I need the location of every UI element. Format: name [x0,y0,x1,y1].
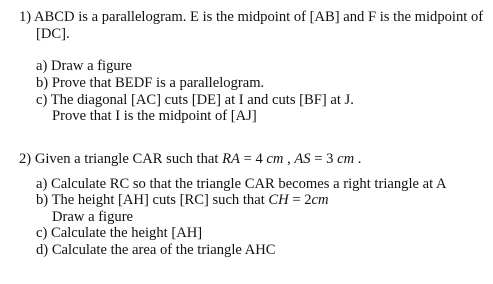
statement-suffix: . [354,151,362,167]
part-label: a) [36,58,48,74]
part-label: c) [36,92,48,108]
problem-2-statement-prefix: Given a triangle CAR such that [34,151,223,167]
part-text: The height [AH] cuts [RC] such that [51,192,269,208]
part-text: Calculate the area of the triangle AHC [51,242,276,258]
ra-variable: RA [222,151,240,167]
ch-variable: CH [268,192,289,208]
part-text: The diagonal [AC] cuts [DE] at I and cuts [BF] at J. [50,92,354,108]
problem-2-part-b-continuation: Draw a figure [52,209,134,225]
problem-1-part-c [36,92,354,109]
problem-2-part-b [36,192,329,209]
as-equals: = 3 [310,151,338,167]
problem-2-part-c [36,225,202,242]
problem-1-part-c-continuation: Prove that I is the midpoint of [AJ] [52,108,257,124]
part-text: Calculate RC so that the triangle CAR becomes a right triangle at A [51,176,447,192]
as-unit: cm [337,151,355,167]
part-label: b) [36,75,49,91]
ch-equals: = 2 [288,192,312,208]
part-label: b) [36,192,49,208]
problem-1-statement-line-1 [19,9,483,26]
problem-2-statement [19,151,361,168]
part-label: d) [36,242,49,258]
problem-1-part-b [36,75,264,92]
ra-unit: cm [266,151,284,167]
problem-1-part-a [36,58,132,75]
part-label: c) [36,225,48,241]
problem-1-statement: ABCD is a parallelogram. E is the midpoint of [AB] and F is the midpoint of [34,9,484,25]
problem-1-number: 1) [19,9,32,25]
problem-2-part-d [36,242,276,259]
part-text: Prove that BEDF is a parallelogram. [51,75,265,91]
separator: , [283,151,295,167]
problem-2-part-a [36,176,447,193]
part-text: Calculate the height [AH] [51,225,203,241]
part-label: a) [36,176,48,192]
ra-equals: = 4 [239,151,267,167]
problem-2-number: 2) [19,151,32,167]
problem-1-statement-line-2: [DC]. [36,26,70,42]
as-variable: AS [294,151,311,167]
ch-unit: cm [311,192,329,208]
part-text: Draw a figure [51,58,133,74]
